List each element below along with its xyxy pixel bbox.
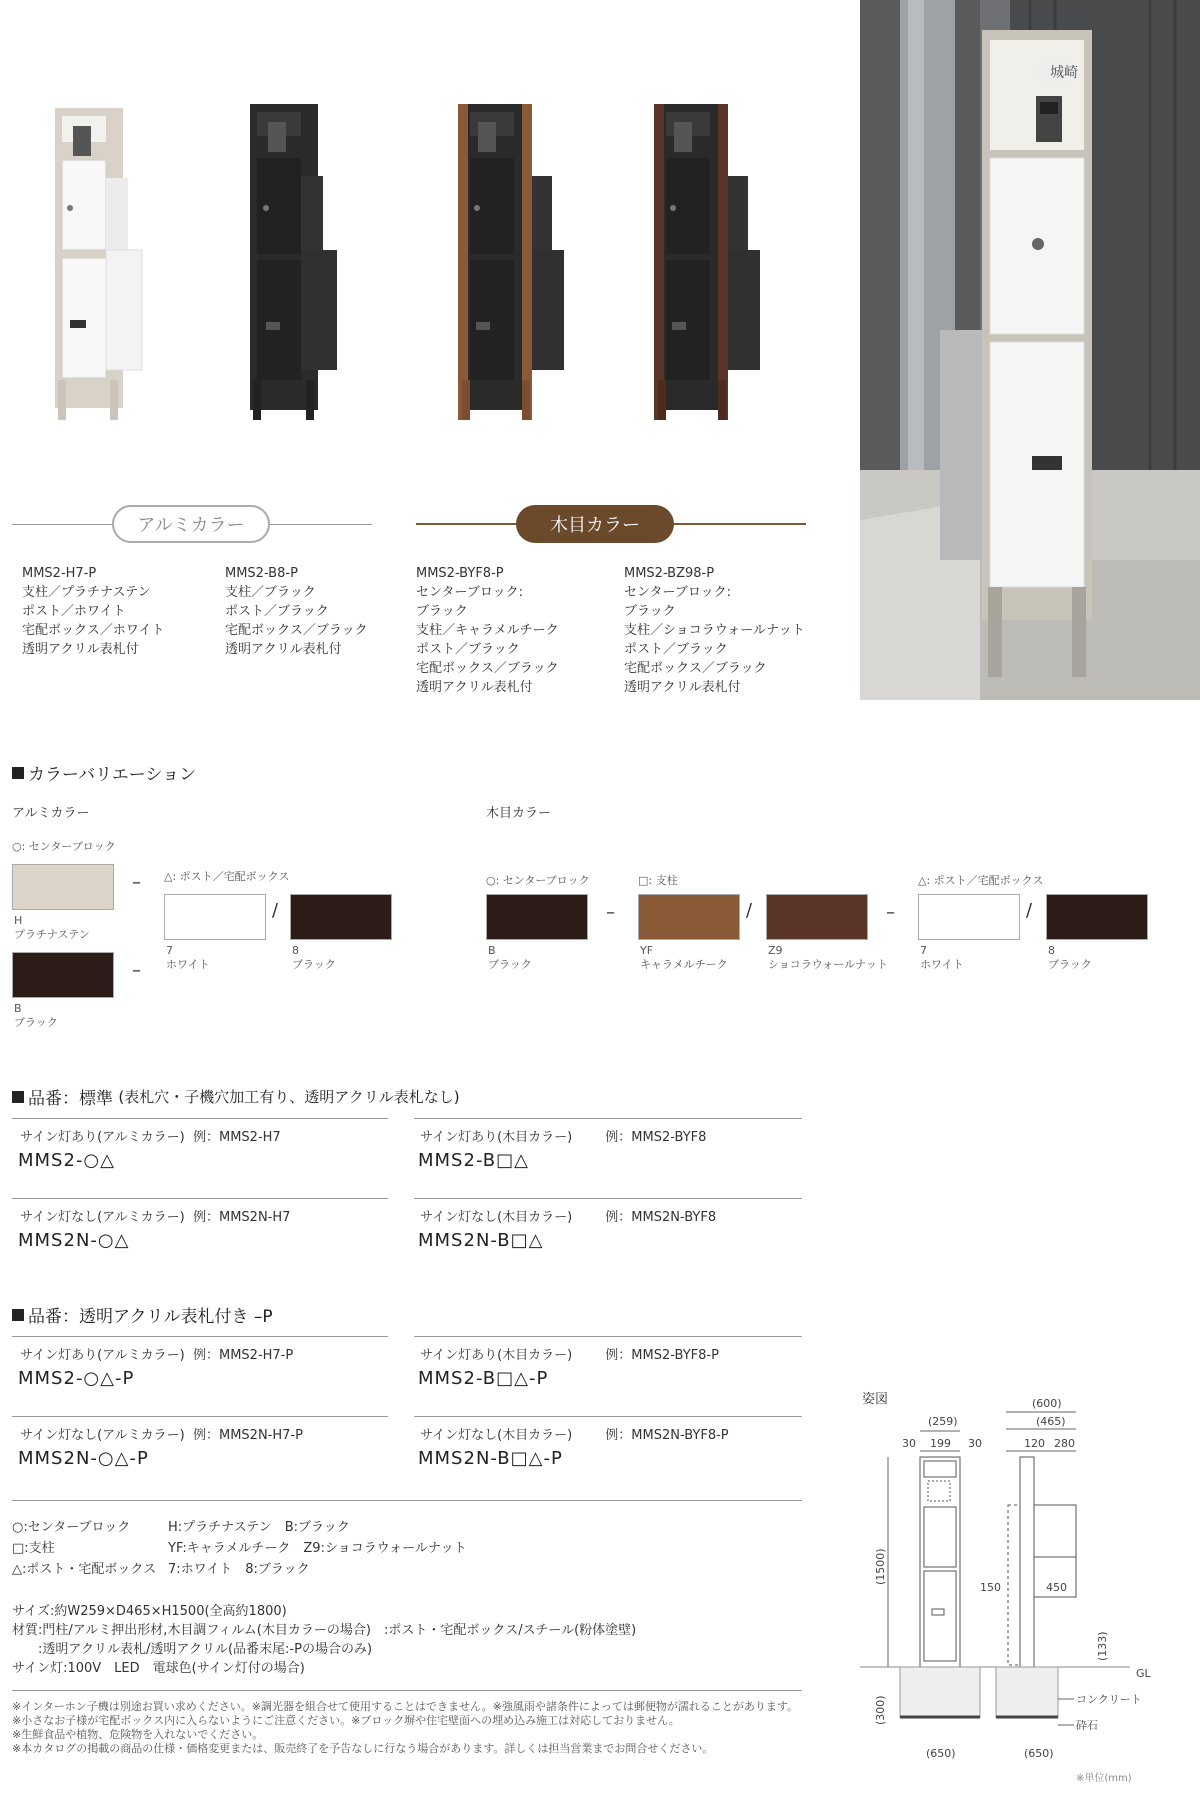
dim-120: 120 xyxy=(1024,1437,1045,1450)
standard-item-label: サイン灯あり(アルミカラー) 例：MMS2-H7 xyxy=(20,1130,281,1145)
swatch-8-wood-label: 8 ブラック xyxy=(1048,944,1092,971)
product-line: 支柱／プラチナステン xyxy=(22,585,151,600)
swatch-8-alumi xyxy=(290,894,392,940)
product-line: 透明アクリル表札付 xyxy=(22,642,139,657)
dim-30b: 30 xyxy=(968,1437,982,1450)
acrylic-item-label: サイン灯なし(アルミカラー) 例：MMS2N-H7-P xyxy=(20,1428,303,1443)
standard-item-code: MMS2N-B□△ xyxy=(418,1230,544,1251)
acrylic-item-code: MMS2N-○△-P xyxy=(18,1448,149,1469)
swatch-b-wood xyxy=(486,894,588,940)
acrylic-item-code: MMS2-○△-P xyxy=(18,1368,135,1389)
dim-259: (259) xyxy=(928,1415,958,1428)
product-illustrations xyxy=(0,90,840,490)
standard-heading: 品番：標準 (表札穴・子機穴加工有り、透明アクリル表札なし) xyxy=(12,1084,460,1109)
swatch-8-alumi-label: 8 ブラック xyxy=(292,944,336,971)
slash-separator: / xyxy=(746,900,753,921)
product-line: 宅配ボックス／ブラック xyxy=(624,661,767,676)
swatch-yf xyxy=(638,894,740,940)
product-line: ポスト／ブラック xyxy=(416,642,520,657)
product-info-1 xyxy=(22,564,212,659)
elevation-diagram xyxy=(860,1395,1196,1790)
divider xyxy=(414,1416,802,1417)
standard-item-code: MMS2N-○△ xyxy=(18,1230,130,1251)
divider xyxy=(12,1198,388,1199)
divider xyxy=(414,1336,802,1337)
product-code: MMS2-H7-P xyxy=(22,566,97,581)
alumi-label: アルミカラー xyxy=(12,806,90,821)
standard-item-label: サイン灯あり(木目カラー) 例：MMS2-BYF8 xyxy=(420,1130,707,1145)
product-line: 宅配ボックス／ブラック xyxy=(225,623,368,638)
swatch-h xyxy=(12,864,114,910)
unit-note: ※単位(mm) xyxy=(1076,1773,1132,1784)
wood-post-box-label: △: ポスト／宅配ボックス xyxy=(918,874,1044,887)
dash-separator: – xyxy=(886,902,895,923)
pill-line-left2 xyxy=(270,524,372,525)
wood-color-pill: 木目カラー xyxy=(516,505,674,543)
dash-separator: – xyxy=(132,872,141,893)
swatch-8-wood xyxy=(1046,894,1148,940)
product-line: ポスト／ブラック xyxy=(624,642,728,657)
divider xyxy=(414,1118,802,1119)
product-code: MMS2-BZ98-P xyxy=(624,566,715,581)
standard-item-label: サイン灯なし(アルミカラー) 例：MMS2N-H7 xyxy=(20,1210,291,1225)
product-image-byf8 xyxy=(458,104,564,420)
divider xyxy=(12,1416,388,1417)
product-info-4 xyxy=(624,564,844,697)
product-image-b8 xyxy=(250,104,337,420)
acrylic-item-label: サイン灯あり(木目カラー) 例：MMS2-BYF8-P xyxy=(420,1348,719,1363)
slash-separator: / xyxy=(272,900,279,921)
swatch-7-alumi xyxy=(164,894,266,940)
dim-650a: (650) xyxy=(926,1747,956,1760)
alumi-post-box-label: △: ポスト／宅配ボックス xyxy=(164,870,290,883)
dim-465: (465) xyxy=(1036,1415,1066,1428)
product-line: 支柱／ブラック xyxy=(225,585,316,600)
divider xyxy=(414,1198,802,1199)
nameplate-text: 城崎 xyxy=(1050,65,1078,81)
acrylic-item-code: MMS2-B□△-P xyxy=(418,1368,549,1389)
acrylic-heading: 品番：透明アクリル表札付き –P xyxy=(12,1302,273,1327)
pill-line-right2 xyxy=(674,523,806,525)
standard-item-code: MMS2-B□△ xyxy=(418,1150,529,1171)
gl-label: GL xyxy=(1136,1667,1151,1680)
color-variation-heading: カラーバリエーション xyxy=(12,760,196,785)
installation-photo xyxy=(860,0,1200,700)
dim-280: 280 xyxy=(1054,1437,1075,1450)
specs: サイズ:約W259×D465×H1500(全高約1800) 材質:門柱/アルミ押出形材,木目調フィルム(木目カラーの場合) :ポスト・宅配ボックス/スチール(粉体塗壁) :透明アクリル表札/透明アクリル(品番末尾:-Pの場合のみ) サイン灯:100V LED 電球色(サイン灯付の場合) xyxy=(12,1604,637,1676)
product-line: センターブロック: xyxy=(416,585,523,600)
product-line: 宅配ボックス／ブラック xyxy=(416,661,559,676)
slash-separator: / xyxy=(1026,900,1033,921)
product-line: 支柱／ショコラウォールナット xyxy=(624,623,805,638)
product-line: センターブロック: xyxy=(624,585,731,600)
alumi-color-pill: アルミカラー xyxy=(112,505,270,543)
wood-center-block-label: ○: センターブロック xyxy=(486,874,590,887)
notes: ※インターホン子機は別途お買い求めください。※調光器を組合せて使用することはできません。※強風雨や諸条件によっては郵便物が濡れることがあります。 ※小さなお子様が宅配ボックス内に入らないようにご注意ください。※ブロック塀や住宅壁面への埋め込み施工は対応しておりません。 ※生鮮食品や植物、危険物を入れないでください。 ※本カタログの掲載の商品の仕様・価格変更または、販売終了を予告なしに行なう場合があります。詳しくは担当営業までお問合せください。 xyxy=(12,1700,798,1755)
product-info-2 xyxy=(225,564,415,659)
product-line: ポスト／ブラック xyxy=(225,604,329,619)
dim-650b: (650) xyxy=(1024,1747,1054,1760)
dash-separator: – xyxy=(606,902,615,923)
divider xyxy=(12,1118,388,1119)
acrylic-item-label: サイン灯なし(木目カラー) 例：MMS2N-BYF8-P xyxy=(420,1428,729,1443)
dim-450: 450 xyxy=(1046,1581,1067,1594)
gravel-label: 砕石 xyxy=(1076,1719,1098,1732)
swatch-z9 xyxy=(766,894,868,940)
legend: ○:センターブロック H:プラチナステン B:ブラック □:支柱 YF:キャラメルチーク Z9:ショコラウォールナット △:ポスト・宅配ボックス 7:ホワイト 8:ブラック xyxy=(12,1520,467,1577)
swatch-7-wood xyxy=(918,894,1020,940)
pill-line-left xyxy=(12,524,112,525)
dim-150: 150 xyxy=(980,1581,1001,1594)
wood-label: 木目カラー xyxy=(486,806,552,821)
standard-item-label: サイン灯なし(木目カラー) 例：MMS2N-BYF8 xyxy=(420,1210,717,1225)
product-code: MMS2-BYF8-P xyxy=(416,566,504,581)
divider xyxy=(12,1690,802,1691)
dash-separator: – xyxy=(132,960,141,981)
dim-1500: (1500) xyxy=(874,1548,887,1585)
swatch-b-alumi xyxy=(12,952,114,998)
swatch-yf-label: YF キャラメルチーク xyxy=(640,944,728,971)
diagram-title: 姿図 xyxy=(862,1392,889,1407)
alumi-center-block-label: ○: センターブロック xyxy=(12,840,116,853)
dim-30a: 30 xyxy=(902,1437,916,1450)
product-line: ブラック xyxy=(416,604,468,619)
product-line: 透明アクリル表札付 xyxy=(416,680,533,695)
dim-199: 199 xyxy=(930,1437,951,1450)
swatch-b-wood-label: B ブラック xyxy=(488,944,532,971)
dim-133: (133) xyxy=(1096,1631,1109,1661)
product-line: 宅配ボックス／ホワイト xyxy=(22,623,165,638)
concrete-label: コンクリート xyxy=(1076,1693,1142,1706)
product-image-h7 xyxy=(55,108,142,420)
swatch-z9-label: Z9 ショコラウォールナット xyxy=(768,944,888,971)
swatch-7-alumi-label: 7 ホワイト xyxy=(166,944,210,971)
swatch-7-wood-label: 7 ホワイト xyxy=(920,944,964,971)
product-line: ポスト／ホワイト xyxy=(22,604,126,619)
dim-600: (600) xyxy=(1032,1397,1062,1410)
product-line: 支柱／キャラメルチーク xyxy=(416,623,559,638)
acrylic-item-code: MMS2N-B□△-P xyxy=(418,1448,563,1469)
product-image-bz98 xyxy=(654,104,760,420)
divider xyxy=(12,1336,388,1337)
product-line: 透明アクリル表札付 xyxy=(225,642,342,657)
swatch-b-alumi-label: B ブラック xyxy=(14,1002,58,1029)
dim-300: (300) xyxy=(874,1695,887,1725)
wood-pillar-label: □: 支柱 xyxy=(638,874,678,887)
standard-item-code: MMS2-○△ xyxy=(18,1150,115,1171)
product-code: MMS2-B8-P xyxy=(225,566,298,581)
product-info-3 xyxy=(416,564,616,697)
pill-line-right xyxy=(416,523,516,525)
acrylic-item-label: サイン灯あり(アルミカラー) 例：MMS2-H7-P xyxy=(20,1348,294,1363)
product-line: 透明アクリル表札付 xyxy=(624,680,741,695)
divider xyxy=(12,1500,802,1501)
product-line: ブラック xyxy=(624,604,676,619)
swatch-h-label: H プラチナステン xyxy=(14,914,90,941)
